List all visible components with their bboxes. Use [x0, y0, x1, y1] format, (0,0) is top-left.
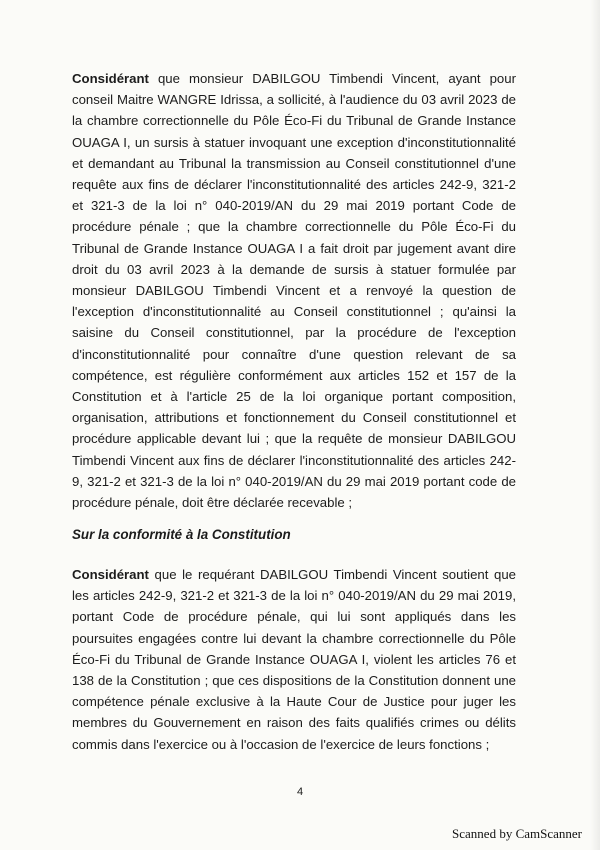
- page-edge-shadow: [590, 0, 600, 850]
- paragraph-admissibility: [72, 68, 516, 513]
- paragraph-body: que le requérant DABILGOU Timbendi Vincent soutient que les articles 242-9, 321-2 et 321-3 de la loi n° 040-2019/AN du 29 mai 2019, portant Code de procédure pénale, qui lui sont appliqués dans les poursuites engagées contre lui devant la chambre correctionnelle du Pôle Éco-Fi du Tribunal de Grande Instance OUAGA I, violent les articles 76 et 138 de la Constitution ; que ces dispositions de la Constitution donnent une compétence pénale exclusive à la Haute Cour de Justice pour juger les membres du Gouvernement en raison des faits qualifiés crimes ou délits commis dans l'exercice ou à l'occasion de l'exercice de leurs fonctions ;: [72, 567, 516, 752]
- page-number: 4: [296, 786, 304, 798]
- paragraph-body: que monsieur DABILGOU Timbendi Vincent, ayant pour conseil Maitre WANGRE Idrissa, a sollicité, à l'audience du 03 avril 2023 de la chambre correctionnelle du Pôle Éco-Fi du Tribunal de Grande Instance OUAGA I, un sursis à statuer invoquant une exception d'inconstitutionnalité et demandant au Tribunal la transmission au Conseil constitutionnel d'une requête aux fins de déclarer l'inconstitutionnalité des articles 242-9, 321-2 et 321-3 de la loi n° 040-2019/AN du 29 mai 2019 portant Code de procédure pénale ; que la chambre correctionnelle du Pôle Éco-Fi du Tribunal de Grande Instance OUAGA I a fait droit par jugement avant dire droit du 03 avril 2023 à la demande de sursis à statuer formulée par monsieur DABILGOU Timbendi Vincent et a renvoyé la question de l'exception d'inconstitutionnalité au Conseil constitutionnel ; qu'ainsi la saisine du Conseil constitutionnel, par la procédure de l'exception d'inconstitutionnalité pour connaître d'une question relevant de sa compétence, est régulière conformément aux articles 152 et 157 de la Constitution et à l'article 25 de la loi organique portant composition, organisation, attributions et fonctionnement du Conseil constitutionnel et procédure applicable devant lui ; que la requête de monsieur DABILGOU Timbendi Vincent aux fins de déclarer l'inconstitutionnalité des articles 242-9, 321-2 et 321-3 de la loi n° 040-2019/AN du 29 mai 2019 portant code de procédure pénale, doit être déclarée recevable ;: [72, 71, 516, 511]
- section-heading: Sur la conformité à la Constitution: [72, 527, 291, 542]
- paragraph-lead-word: Considérant: [72, 71, 149, 86]
- paragraph-lead-word: Considérant: [72, 567, 149, 582]
- paragraph-conformity: [72, 564, 516, 755]
- scanner-watermark: Scanned by CamScanner: [452, 826, 582, 841]
